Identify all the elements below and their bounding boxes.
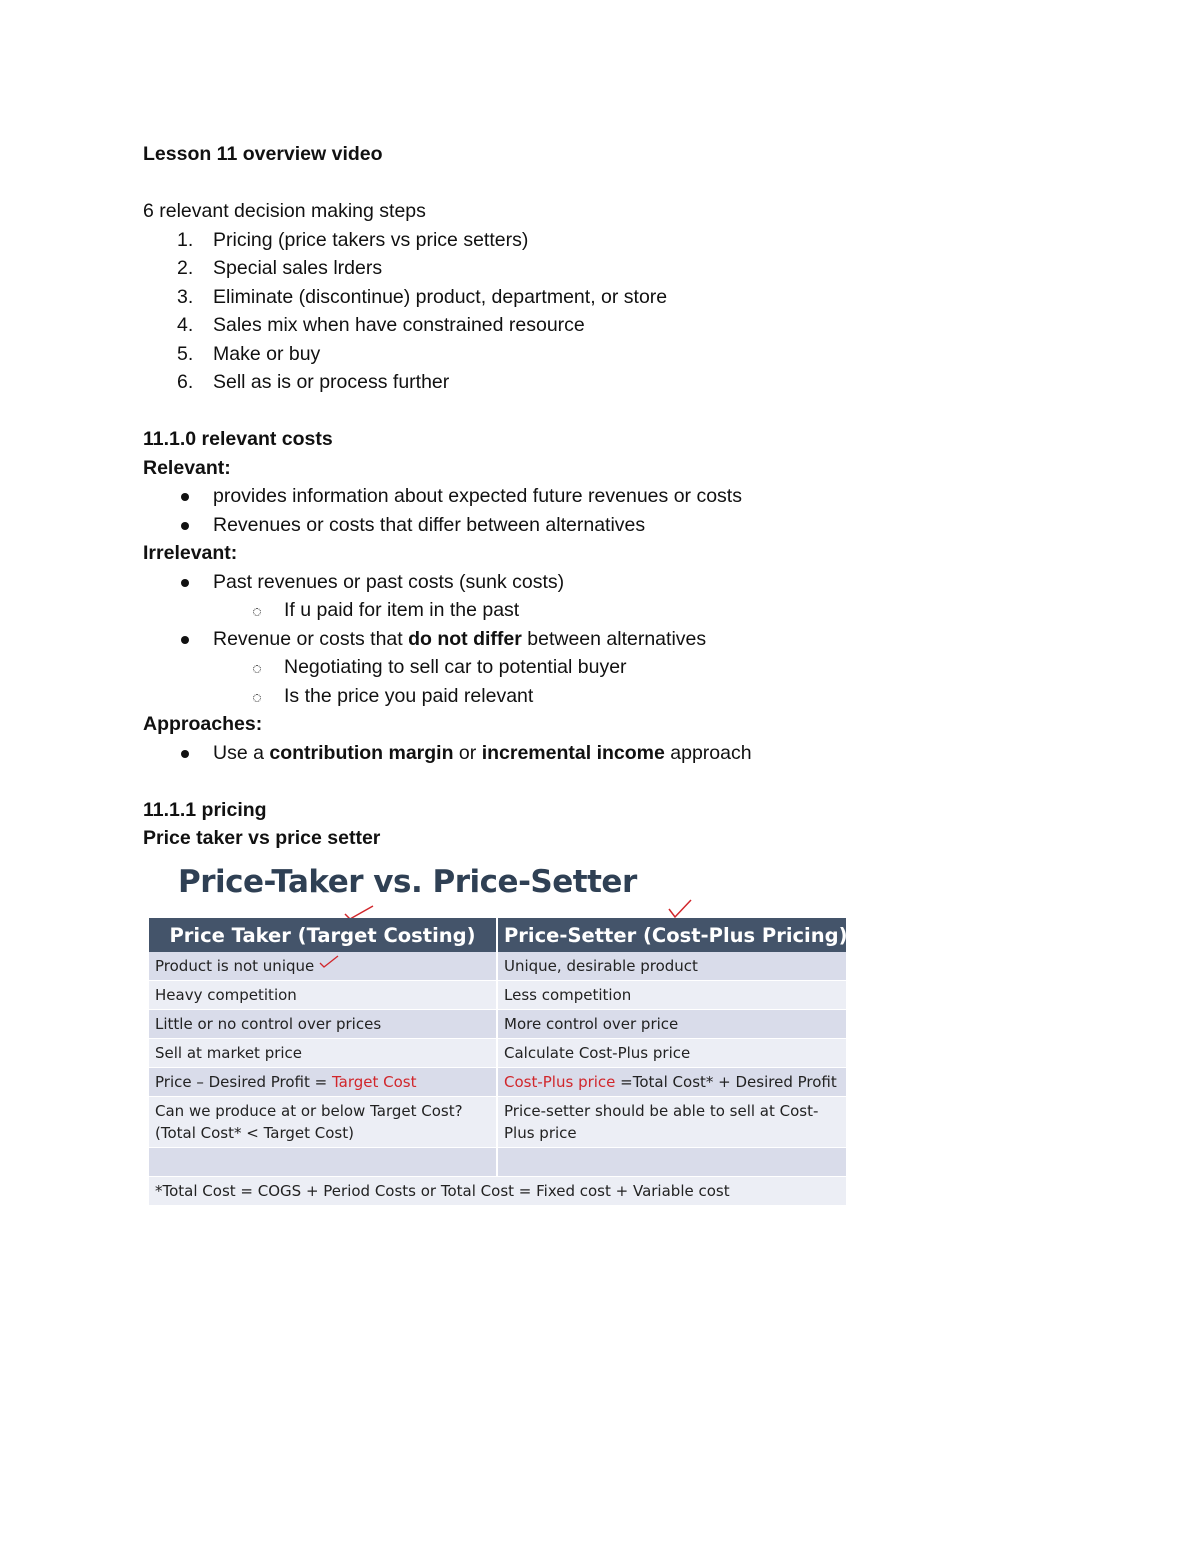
bullet-item: [143, 625, 1103, 654]
step-item: [143, 368, 1103, 397]
step-text: Special sales lrders: [213, 257, 383, 279]
bullet-item: [143, 568, 1103, 597]
table-cell: More control over price: [497, 1010, 846, 1039]
bullet-text: Revenues or costs that differ between alternatives: [213, 513, 646, 536]
table-cell: Heavy competition: [149, 981, 497, 1010]
comparison-table: [149, 918, 846, 1206]
comparison-slide-image: [145, 862, 850, 1207]
emphasis-text: do not differ: [408, 627, 522, 650]
bullet-icon: [181, 579, 189, 587]
bullet-text-part: approach: [664, 741, 752, 764]
sub-bullet-item: [143, 653, 1103, 682]
column-header-price-setter: Price-Setter (Cost-Plus Pricing): [497, 918, 846, 952]
bullet-icon: [181, 636, 189, 644]
check-mark-icon: [318, 955, 340, 969]
emphasis-text: incremental income: [481, 741, 665, 764]
cell-text: Product is not unique: [155, 957, 315, 975]
table-cell: [149, 1148, 497, 1177]
bullet-icon: [181, 522, 189, 530]
bullet-text-part: between alternatives: [521, 627, 707, 650]
step-number: 2.: [177, 257, 194, 279]
hollow-bullet-icon: [253, 665, 261, 673]
sub-bullet-text: If u paid for item in the past: [284, 599, 520, 621]
table-header-row: [149, 918, 846, 952]
step-text: Pricing (price takers vs price setters): [213, 228, 529, 251]
table-footnote: *Total Cost = COGS + Period Costs or Total Cost = Fixed cost + Variable cost: [149, 1177, 846, 1206]
table-row: [149, 1039, 846, 1068]
step-number: 1.: [177, 228, 194, 251]
cell-text-highlight: Target Cost: [331, 1073, 417, 1091]
sub-bullet-item: [143, 682, 1103, 711]
sub-bullet-text: Is the price you paid relevant: [284, 684, 534, 707]
step-text: Sell as is or process further: [213, 371, 450, 393]
emphasis-text: contribution margin: [269, 741, 454, 764]
hollow-bullet-icon: [253, 694, 261, 702]
sub-bullet-text: Negotiating to sell car to potential buyer: [284, 656, 627, 678]
irrelevant-label: Irrelevant:: [143, 542, 238, 564]
table-cell: Can we produce at or below Target Cost? (Total Cost* < Target Cost): [149, 1097, 497, 1148]
approaches-label: Approaches:: [143, 713, 263, 735]
bullet-text-part: or: [453, 741, 482, 764]
column-header-price-taker: Price Taker (Target Costing): [149, 918, 497, 952]
steps-intro: 6 relevant decision making steps: [143, 200, 426, 222]
table-cell: [497, 1068, 846, 1097]
table-row: [149, 1097, 846, 1148]
lesson-heading: Lesson 11 overview video: [143, 143, 383, 165]
cell-text-highlight: Cost-Plus price: [504, 1073, 616, 1091]
cell-text: Price – Desired Profit =: [155, 1073, 332, 1091]
document-body: [143, 140, 1103, 853]
step-item: [143, 340, 1103, 369]
bullet-text: provides information about expected future revenues or costs: [213, 485, 742, 507]
table-row: [149, 1068, 846, 1097]
table-cell: [497, 1148, 846, 1177]
bullet-item: [143, 482, 1103, 511]
table-row: [149, 952, 846, 981]
bullet-text-part: Revenue or costs that: [213, 627, 409, 650]
step-item: [143, 254, 1103, 283]
table-cell: Price-setter should be able to sell at Cost-Plus price: [497, 1097, 846, 1148]
step-text: Make or buy: [213, 342, 321, 365]
step-number: 3.: [177, 285, 194, 308]
table-row: [149, 981, 846, 1010]
check-mark-icon: [667, 898, 693, 920]
bullet-item: [143, 511, 1103, 540]
table-footnote-row: [149, 1177, 846, 1206]
step-item: [143, 226, 1103, 255]
table-cell: Unique, desirable product: [497, 952, 846, 981]
step-text: Sales mix when have constrained resource: [213, 314, 585, 336]
table-cell: [149, 952, 497, 981]
relevant-label: Relevant:: [143, 456, 231, 479]
step-number: 5.: [177, 342, 194, 365]
pricing-subtitle: Price taker vs price setter: [143, 827, 381, 849]
hollow-bullet-icon: [253, 608, 261, 616]
step-number: 4.: [177, 314, 194, 336]
step-item: [143, 311, 1103, 340]
cell-text: =Total Cost* + Desired Profit: [615, 1073, 837, 1091]
step-text: Eliminate (discontinue) product, department, or store: [213, 285, 668, 308]
step-number: 6.: [177, 371, 194, 393]
slide-title: Price-Taker vs. Price-Setter: [178, 864, 637, 900]
step-item: [143, 283, 1103, 312]
table-cell: Less competition: [497, 981, 846, 1010]
section-title-pricing: 11.1.1 pricing: [143, 798, 267, 821]
bullet-text: [213, 625, 706, 654]
bullet-text: [213, 739, 752, 768]
bullet-icon: [181, 493, 189, 501]
bullet-item: [143, 739, 1103, 768]
sub-bullet-item: [143, 596, 1103, 625]
table-cell: [149, 1068, 497, 1097]
table-row: [149, 1010, 846, 1039]
table-cell: Calculate Cost-Plus price: [497, 1039, 846, 1068]
bullet-text: Past revenues or past costs (sunk costs): [213, 570, 565, 593]
table-row-empty: [149, 1148, 846, 1177]
section-title-relevant-costs: 11.1.0 relevant costs: [143, 428, 333, 450]
bullet-text-part: Use a: [213, 741, 270, 764]
table-cell: Sell at market price: [149, 1039, 497, 1068]
table-cell: Little or no control over prices: [149, 1010, 497, 1039]
bullet-icon: [181, 750, 189, 758]
